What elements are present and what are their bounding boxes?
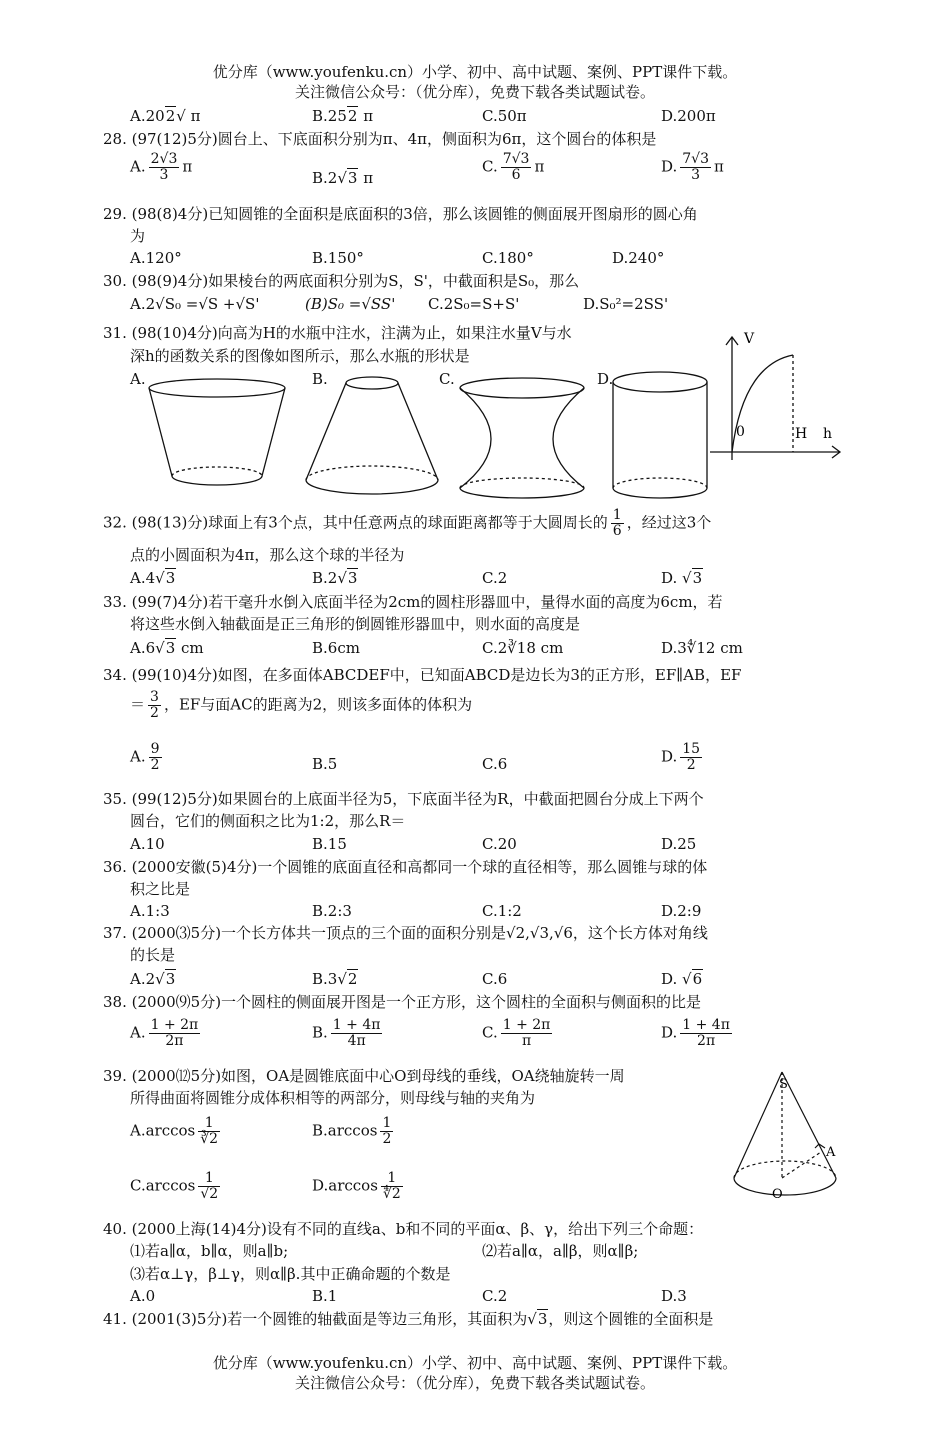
footer-line-2: 关注微信公众号：（优分库），免费下载各类试题试卷。 <box>294 1374 655 1392</box>
q30-option-c: C.2S₀=S+S' <box>428 295 520 313</box>
q40-option-c: C.2 <box>482 1287 508 1305</box>
q31-option-b: B. <box>312 370 328 388</box>
q40-proposition-3: ⑶若α⊥γ，β⊥γ，则α∥β.其中正确命题的个数是 <box>130 1265 451 1283</box>
q31-bottle-figures <box>140 370 720 510</box>
q36-option-c: C.1:2 <box>482 902 522 920</box>
q29-option-b: B.150° <box>312 249 364 267</box>
q37-option-d: D. √6 <box>661 970 703 988</box>
q35-stem-1: 35. (99(12)5分)如果圆台的上底面半径为5，下底面半径为R，中截面把圆台分成上下两个 <box>103 790 704 808</box>
q32-option-c: C.2 <box>482 569 508 587</box>
q31-option-c: C. <box>439 370 455 388</box>
q33-stem-1: 33. (99(7)4分)若干毫升水倒入底面半径为2cm的圆柱形器皿中，量得水面的高度为6cm，若 <box>103 593 723 611</box>
q38-option-b: B. $\frac{1 + 4\pi}{4\pi}$ <box>312 1017 381 1049</box>
header-line-2: 关注微信公众号：（优分库），免费下载各类试题试卷。 <box>294 83 655 101</box>
q28-option-d: D. $\frac{7√3}{3}$ π <box>661 151 724 183</box>
q34-option-b: B.5 <box>312 755 338 773</box>
q31-option-a: A. <box>130 370 146 388</box>
q30-stem: 30. (98(9)4分)如果棱台的两底面积分别为S，S'，中截面积是S₀，那么 <box>103 272 580 290</box>
bottle-d-shape <box>613 372 707 498</box>
q28-stem: 28. (97(12)5分)圆台上、下底面积分别为π、4π，侧面积为6π，这个圆台的体积是 <box>103 130 657 148</box>
q35-option-d: D.25 <box>661 835 697 853</box>
q41-stem: 41. (2001(3)5分)若一个圆锥的轴截面是等边三角形，其面积为√3，则这个圆锥的全面积是 <box>103 1310 714 1328</box>
q32-stem-1: 32. (98(13)分)球面上有3个点，其中任意两点的球面距离都等于大圆周长的 $\frac{1}{6}$ ，经过这3个 <box>103 507 712 539</box>
q33-option-c: C.2∛18 cm <box>482 639 564 657</box>
q34-option-d: D. $\frac{15}{2}$ <box>661 741 701 773</box>
q39-stem-1: 39. (2000⑿5分)如图，OA是圆锥底面中心O到母线的垂线，OA绕轴旋转一周 <box>103 1067 625 1085</box>
bottle-c-shape <box>460 378 584 498</box>
q32-stem-2: 点的小圆面积为4π，那么这个球的半径为 <box>130 546 405 564</box>
q35-option-a: A.10 <box>130 835 165 853</box>
q29-stem-2: 为 <box>130 227 146 245</box>
q40-option-b: B.1 <box>312 1287 338 1305</box>
q40-proposition-2: ⑵若a∥α，a∥β，则α∥β; <box>482 1242 639 1260</box>
cone-oa-line <box>782 1152 821 1178</box>
q31-option-d: D. <box>597 370 614 388</box>
q28-option-c: C. $\frac{7√3}{6}$ π <box>482 151 545 183</box>
q30-option-a: A.2√S₀ =√S +√S' <box>130 295 260 313</box>
q37-stem-1: 37. (2000⑶5分)一个长方体共一顶点的三个面的面积分别是√2,√3,√6，这个长方体对角线 <box>103 924 708 942</box>
cone-right-slant <box>782 1072 836 1178</box>
q37-option-c: C.6 <box>482 970 508 988</box>
q40-proposition-1: ⑴若a∥α，b∥α，则a∥b; <box>130 1242 289 1260</box>
q40-option-a: A.0 <box>130 1287 156 1305</box>
q33-option-b: B.6cm <box>312 639 360 657</box>
q29-option-c: C.180° <box>482 249 534 267</box>
q39-stem-2: 所得曲面将圆锥分成体积相等的两部分，则母线与轴的夹角为 <box>130 1089 536 1107</box>
q32-option-b: B.2√3 <box>312 569 358 587</box>
cone-label-s: S <box>779 1077 788 1092</box>
q27-option-c: C.50π <box>482 107 527 125</box>
q27-option-b: B.252 π <box>312 107 374 125</box>
bottle-b-shape <box>306 377 438 494</box>
q34-option-c: C.6 <box>482 755 508 773</box>
q28-option-b: B.2√3 π <box>312 169 374 187</box>
q39-option-a: A.arccos $\frac{1}{∛2}$ <box>130 1115 219 1147</box>
q29-stem-1: 29. (98(8)4分)已知圆锥的全面积是底面积的3倍，那么该圆锥的侧面展开图扇形的圆心角 <box>103 205 698 223</box>
q28-option-a: A. $\frac{2√3}{3}$ π <box>130 151 193 183</box>
q34-stem-2: ＝ $\frac{3}{2}$ ，EF与面AC的距离为2，则该多面体的体积为 <box>130 689 473 721</box>
header-line-1: 优分库（www.youfenku.cn）小学、初中、高中试题、案例、PPT课件下载。 <box>212 63 738 81</box>
q36-option-d: D.2:9 <box>661 902 702 920</box>
bottle-a-shape <box>149 379 285 485</box>
q37-stem-2: 的长是 <box>130 946 176 964</box>
q39-option-b: B.arccos $\frac{1}{2}$ <box>312 1115 392 1147</box>
q36-stem-1: 36. (2000安徽(5)4分)一个圆锥的底面直径和高都同一个球的直径相等，那么圆锥与球的体 <box>103 858 708 876</box>
q38-option-c: C. $\frac{1 + 2\pi}{\pi}$ <box>482 1017 551 1049</box>
q39-option-d: D.arccos $\frac{1}{∜2}$ <box>312 1170 401 1202</box>
q31-volume-graph <box>705 325 850 465</box>
q36-option-b: B.2:3 <box>312 902 352 920</box>
q29-option-a: A.120° <box>130 249 182 267</box>
q35-option-b: B.15 <box>312 835 347 853</box>
q31-stem-1: 31. (98(10)4分)向高为H的水瓶中注水，注满为止，如果注水量V与水 <box>103 324 572 342</box>
q30-option-d: D.S₀²=2SS' <box>583 295 669 313</box>
cone-label-o: O <box>772 1187 783 1202</box>
graph-label-H: H <box>795 426 808 442</box>
q33-option-a: A.6√3 cm <box>130 639 204 657</box>
q39-cone-figure <box>728 1064 853 1208</box>
q39-option-c: C.arccos $\frac{1}{√2}$ <box>130 1170 219 1202</box>
q27-option-d: D.200π <box>661 107 716 125</box>
cone-left-slant <box>734 1072 782 1178</box>
q32-option-a: A.4√3 <box>130 569 176 587</box>
q40-stem: 40. (2000上海(14)4分)设有不同的直线a、b和不同的平面α、β、γ，给出下列三个命题： <box>103 1220 704 1238</box>
q37-option-b: B.3√2 <box>312 970 358 988</box>
q27-option-a: A.202√ π <box>130 107 201 125</box>
q36-option-a: A.1:3 <box>130 902 170 920</box>
q29-option-d: D.240° <box>612 249 665 267</box>
q40-option-d: D.3 <box>661 1287 687 1305</box>
q31-stem-2: 深h的函数关系的图像如图所示，那么水瓶的形状是 <box>130 347 470 365</box>
q35-option-c: C.20 <box>482 835 517 853</box>
graph-label-o: 0 <box>736 424 745 440</box>
q35-stem-2: 圆台，它们的侧面积之比为1:2，那么R＝ <box>130 812 406 830</box>
cone-label-a: A <box>826 1145 836 1160</box>
q34-stem-1: 34. (99(10)4分)如图，在多面体ABCDEF中，已知面ABCD是边长为3的正方形，EF∥AB，EF <box>103 666 742 684</box>
q38-option-a: A. $\frac{1 + 2\pi}{2\pi}$ <box>130 1017 199 1049</box>
cone-base-front <box>734 1178 836 1195</box>
q38-option-d: D. $\frac{1 + 4\pi}{2\pi}$ <box>661 1017 730 1049</box>
footer-line-1: 优分库（www.youfenku.cn）小学、初中、高中试题、案例、PPT课件下载。 <box>212 1354 738 1372</box>
cone-base-back <box>734 1161 836 1178</box>
q33-option-d: D.3∜12 cm <box>661 639 743 657</box>
graph-label-v: V <box>744 331 755 347</box>
q37-option-a: A.2√3 <box>130 970 176 988</box>
q32-option-d: D. √3 <box>661 569 703 587</box>
q33-stem-2: 将这些水倒入轴截面是正三角形的倒圆锥形器皿中，则水面的高度是 <box>130 615 581 633</box>
graph-label-h: h <box>823 426 833 442</box>
q36-stem-2: 积之比是 <box>130 880 191 898</box>
q34-option-a: A. $\frac{9}{2}$ <box>130 741 160 773</box>
q30-option-b: (B)S₀ =√SS' <box>305 295 396 313</box>
q38-stem: 38. (2000⑼5分)一个圆柱的侧面展开图是一个正方形，这个圆柱的全面积与侧面积的比是 <box>103 993 702 1011</box>
